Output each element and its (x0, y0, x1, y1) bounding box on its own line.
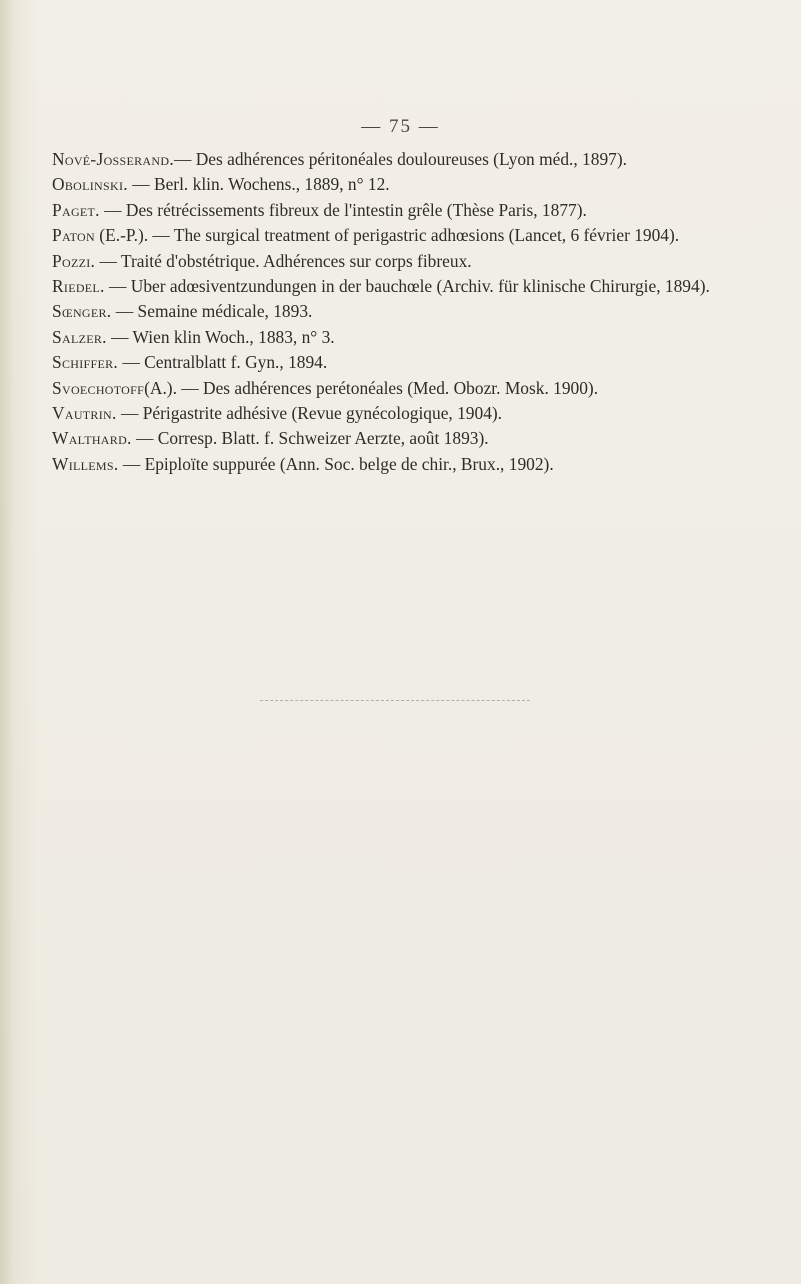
reference-entry (52, 401, 758, 426)
reference-author: Riedel. (52, 276, 105, 297)
reference-author: Pozzi. (52, 250, 96, 271)
reference-author: Walthard. (52, 428, 132, 449)
reference-text: — Des adhérences péritonéales douloureuses (Lyon méd., 1897). (173, 149, 627, 169)
reference-text: (E.-P.). — The surgical treatment of perigastric adhœsions (Lancet, 6 février 1904). (94, 225, 680, 246)
page-number: — 75 — (361, 116, 440, 137)
reference-entry (52, 426, 758, 451)
reference-entry (52, 299, 758, 324)
reference-author: Svoechotoff (52, 377, 145, 398)
reference-author: Willems. (52, 453, 119, 474)
reference-entry (52, 249, 758, 274)
reference-author: Schiffer. (52, 352, 119, 373)
reference-text: — Epiploïte suppurée (Ann. Soc. belge de chir., Brux., 1902). (118, 453, 554, 474)
reference-text: (A.). — Des adhérences perétonéales (Med. Obozr. Mosk. 1900). (144, 377, 599, 398)
reference-entry (52, 376, 758, 401)
reference-author: Sœnger. (52, 301, 112, 322)
reference-text: — Wien klin Woch., 1883, n° 3. (106, 326, 335, 347)
reference-author: Nové-Josserand. (52, 149, 174, 169)
reference-text: — Berl. klin. Wochens., 1889, n° 12. (127, 174, 390, 195)
bibliography-list (52, 147, 758, 477)
reference-text: — Corresp. Blatt. f. Schweizer Aerzte, août 1893). (131, 428, 489, 449)
reference-author: Paton (52, 225, 95, 246)
reference-text: — Centralblatt f. Gyn., 1894. (118, 352, 328, 373)
reference-text: — Traité d'obstétrique. Adhérences sur corps fibreux. (95, 250, 472, 271)
reference-author: Obolinski. (52, 174, 128, 195)
reference-author: Paget. (52, 199, 100, 220)
reference-entry (52, 147, 758, 172)
end-rule (260, 700, 530, 701)
reference-author: Vautrin. (52, 403, 117, 424)
reference-text: — Uber adœsiventzundungen in der bauchœle (Archiv. für klinische Chirurgie, 1894). (104, 276, 710, 297)
reference-entry (52, 172, 758, 197)
reference-entry (52, 223, 758, 248)
reference-entry (52, 452, 758, 477)
reference-entry (52, 325, 758, 350)
reference-entry (52, 198, 758, 223)
reference-text: — Des rétrécissements fibreux de l'intestin grêle (Thèse Paris, 1877). (99, 199, 587, 220)
reference-text: — Périgastrite adhésive (Revue gynécologique, 1904). (116, 403, 503, 424)
reference-entry (52, 350, 758, 375)
reference-author: Salzer. (52, 326, 107, 347)
reference-text: — Semaine médicale, 1893. (111, 301, 313, 322)
reference-entry (52, 274, 758, 299)
